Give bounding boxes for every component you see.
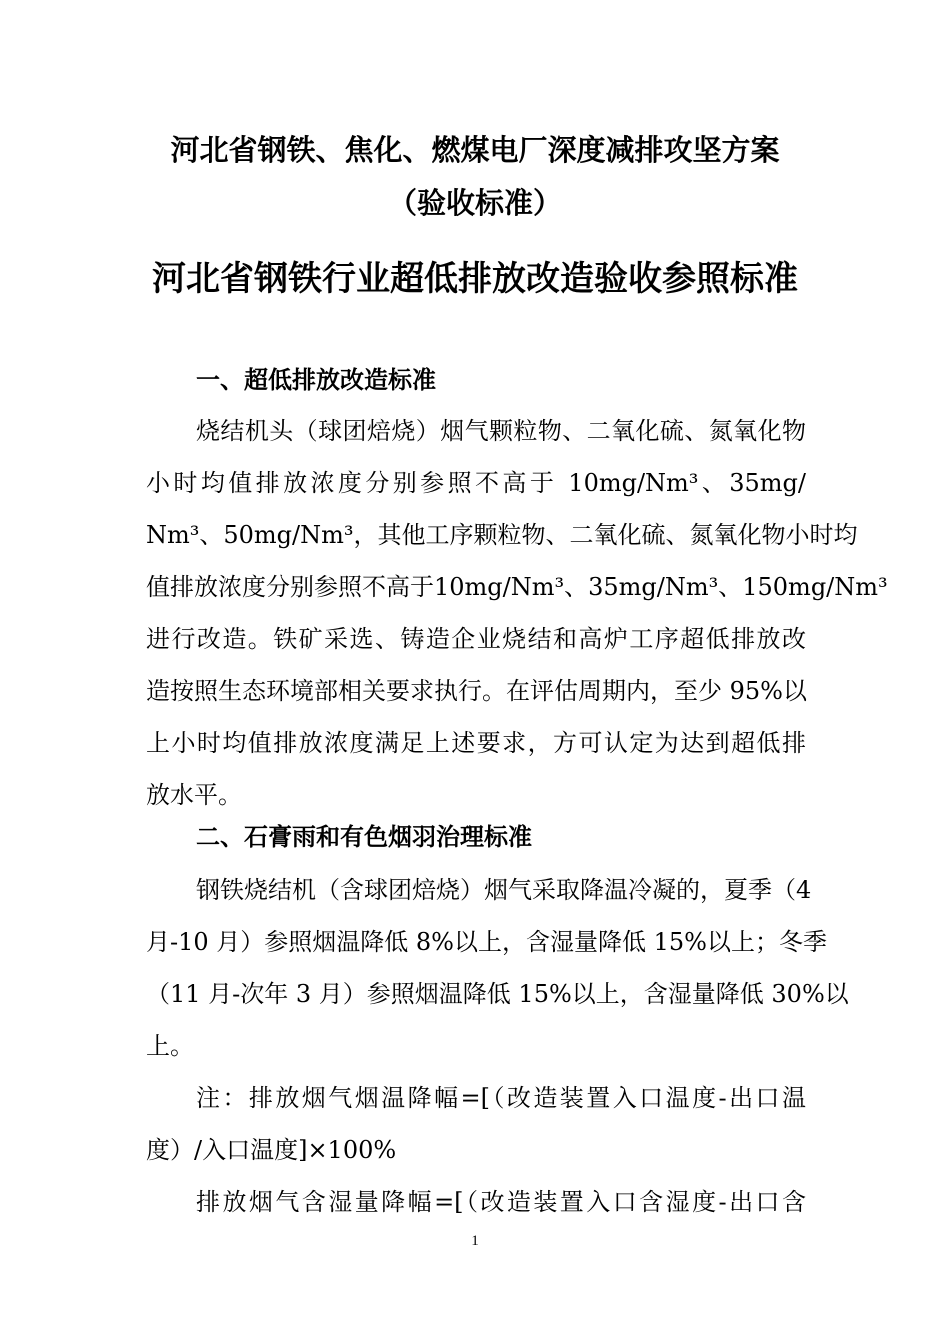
document-subtitle: 河北省钢铁行业超低排放改造验收参照标准	[152, 259, 798, 299]
paragraph-line: 上。	[146, 1032, 194, 1060]
section-heading-2: 二、石膏雨和有色烟羽治理标准	[196, 823, 532, 851]
paragraph-line: Nm³、50mg/Nm³，其他工序颗粒物、二氧化硫、氮氧化物小时均	[146, 521, 858, 549]
paragraph-line: 烧结机头（球团焙烧）烟气颗粒物、二氧化硫、氮氧化物	[196, 417, 806, 445]
document-title-note: （验收标准）	[387, 186, 562, 220]
note-line: 度）/入口温度]×100%	[146, 1136, 397, 1164]
section-heading-1: 一、超低排放改造标准	[196, 366, 436, 394]
paragraph-line: 钢铁烧结机（含球团焙烧）烟气采取降温冷凝的，夏季（4	[196, 876, 812, 904]
paragraph-line: （11 月-次年 3 月）参照烟温降低 15%以上，含湿量降低 30%以	[146, 980, 849, 1008]
paragraph-line: 放水平。	[146, 781, 242, 809]
paragraph-line: 小时均值排放浓度分别参照不高于 10mg/Nm³、35mg/	[146, 469, 806, 497]
document-title: 河北省钢铁、焦化、燃煤电厂深度减排攻坚方案	[170, 133, 780, 167]
paragraph-line: 上小时均值排放浓度满足上述要求，方可认定为达到超低排	[146, 729, 806, 757]
note-line: 注：排放烟气烟温降幅=[（改造装置入口温度-出口温	[196, 1084, 806, 1112]
note-line: 排放烟气含湿量降幅=[（改造装置入口含湿度-出口含	[196, 1188, 806, 1216]
paragraph-line: 值排放浓度分别参照不高于10mg/Nm³、35mg/Nm³、150mg/Nm³	[146, 573, 888, 601]
paragraph-line: 月-10 月）参照烟温降低 8%以上，含湿量降低 15%以上；冬季	[146, 928, 827, 956]
page-number: 1	[471, 1233, 479, 1249]
paragraph-line: 造按照生态环境部相关要求执行。在评估周期内，至少 95%以	[146, 677, 807, 705]
paragraph-line: 进行改造。铁矿采选、铸造企业烧结和高炉工序超低排放改	[146, 625, 806, 653]
